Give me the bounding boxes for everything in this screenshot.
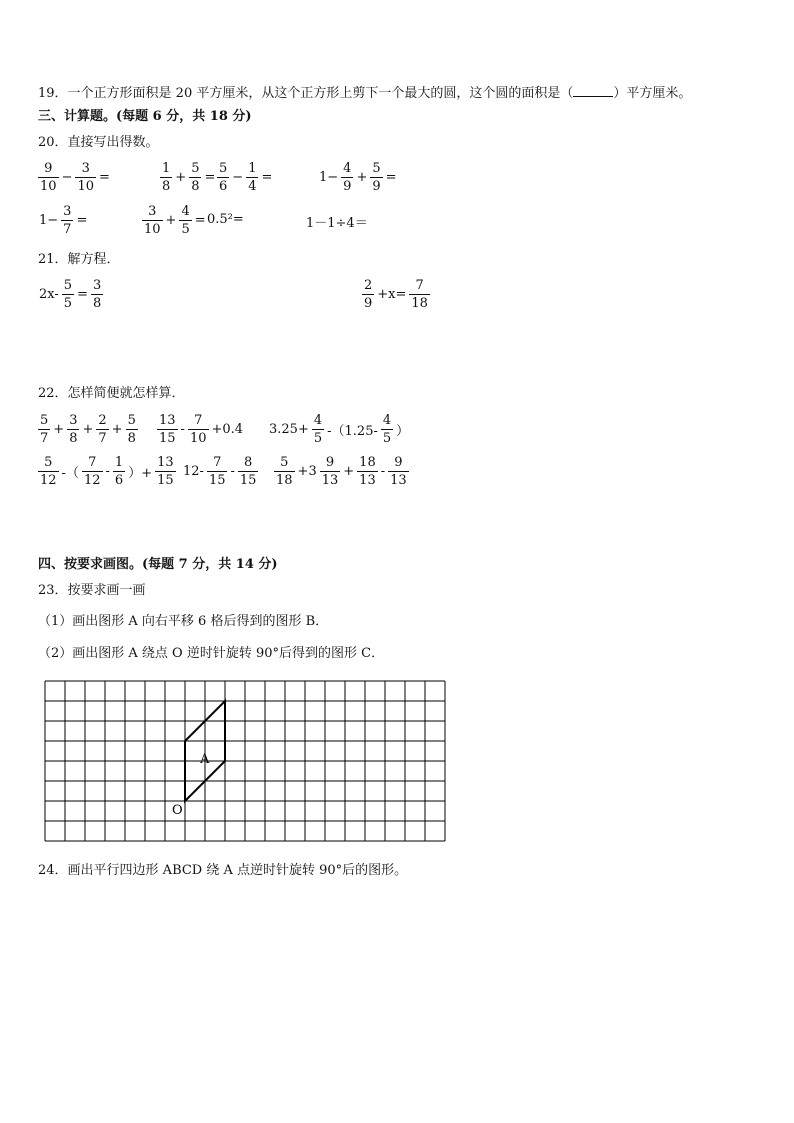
- question-19: 19．一个正方形面积是 20 平方厘米，从这个正方形上剪下一个最大的圆，这个圆的面积是（ ）平方厘米。: [38, 83, 691, 103]
- q22-expr-1: $\frac{5}{7}$ + $\frac{3}{8}$ + $\frac{2}{7}$ + $\frac{5}{8}$: [40, 413, 136, 446]
- q21-equation-2: $\frac{2}{9}$ +x= $\frac{7}{18}$: [364, 278, 428, 311]
- fraction: $\frac{3}{10}$: [144, 204, 161, 237]
- fraction: $\frac{9}{10}$: [40, 161, 57, 194]
- q22-expr-2: $\frac{13}{15}$ - $\frac{7}{10}$ +0.4: [159, 413, 244, 446]
- fraction: $\frac{1}{8}$: [162, 161, 171, 194]
- fraction: $\frac{5}{8}$: [191, 161, 200, 194]
- fraction: $\frac{5}{5}$: [63, 278, 73, 311]
- shape-a-label: A: [200, 752, 210, 767]
- question-20-title: 20．直接写出得数。: [38, 135, 159, 150]
- q22-expr-6: $\frac{5}{18}$ +3 $\frac{9}{13}$ + $\frac{18}{13}$ - $\frac{9}{13}$: [276, 455, 407, 488]
- drawing-grid[interactable]: [44, 680, 446, 850]
- q20-expr-6: $\frac{3}{10}$ + $\frac{4}{5}$ =: [144, 204, 206, 237]
- grid-canvas[interactable]: [44, 680, 446, 846]
- q22-expr-5: 12- $\frac{7}{15}$ - $\frac{8}{15}$: [183, 455, 257, 488]
- fraction: $\frac{3}{10}$: [77, 161, 94, 194]
- fraction: $\frac{7}{18}$: [411, 278, 428, 311]
- question-22-title: 22．怎样简便就怎样算．: [38, 386, 185, 401]
- q21-equation-1: 2x- $\frac{5}{5}$ = $\frac{3}{8}$: [39, 278, 102, 311]
- question-23-title: 23．按要求画一画: [38, 583, 146, 598]
- fraction: $\frac{5}{9}$: [372, 161, 381, 194]
- q20-expr-4: 1− $\frac{4}{9}$ + $\frac{5}{9}$ =: [319, 161, 397, 194]
- fraction: $\frac{3}{8}$: [92, 278, 102, 311]
- section-4-title: 四、按要求画图。(每题 7 分，共 14 分): [38, 557, 278, 572]
- q22-expr-3: 3.25+ $\frac{4}{5}$ -（1.25- $\frac{4}{5}$ ）: [269, 413, 410, 446]
- q22-expr-4: $\frac{5}{12}$ -（ $\frac{7}{12}$ - $\frac{1}{6}$ ）+ $\frac{13}{15}$: [40, 455, 174, 488]
- q20-expr-3: $\frac{5}{6}$ − $\frac{1}{4}$ =: [219, 161, 273, 194]
- fraction: $\frac{2}{9}$: [364, 278, 373, 311]
- q20-expr-8: 1－1÷4＝: [306, 216, 368, 231]
- fraction: $\frac{4}{9}$: [343, 161, 352, 194]
- question-23-part-1: （1）画出图形 A 向右平移 6 格后得到的图形 B．: [38, 614, 329, 629]
- fraction: $\frac{4}{5}$: [181, 204, 190, 237]
- q20-expr-1: $\frac{9}{10}$ − $\frac{3}{10}$ =: [40, 161, 110, 194]
- q20-expr-7: 0.5²=: [207, 212, 244, 227]
- q20-expr-5: 1− $\frac{3}{7}$ =: [39, 204, 88, 237]
- question-23-part-2: （2）画出图形 A 绕点 O 逆时针旋转 90°后得到的图形 C．: [38, 646, 385, 661]
- grid-lines: [45, 681, 445, 841]
- fraction: $\frac{1}{4}$: [248, 161, 257, 194]
- question-24: 24．画出平行四边形 ABCD 绕 A 点逆时针旋转 90°后的图形。: [38, 863, 408, 878]
- point-o-label: O: [172, 803, 183, 818]
- fraction: $\frac{3}{7}$: [63, 204, 72, 237]
- section-3-title: 三、计算题。(每题 6 分，共 18 分): [38, 109, 252, 124]
- question-21-title: 21．解方程．: [38, 252, 120, 267]
- fraction: $\frac{5}{6}$: [219, 161, 228, 194]
- answer-blank[interactable]: [573, 83, 613, 97]
- q20-expr-2: $\frac{1}{8}$ + $\frac{5}{8}$ =: [162, 161, 216, 194]
